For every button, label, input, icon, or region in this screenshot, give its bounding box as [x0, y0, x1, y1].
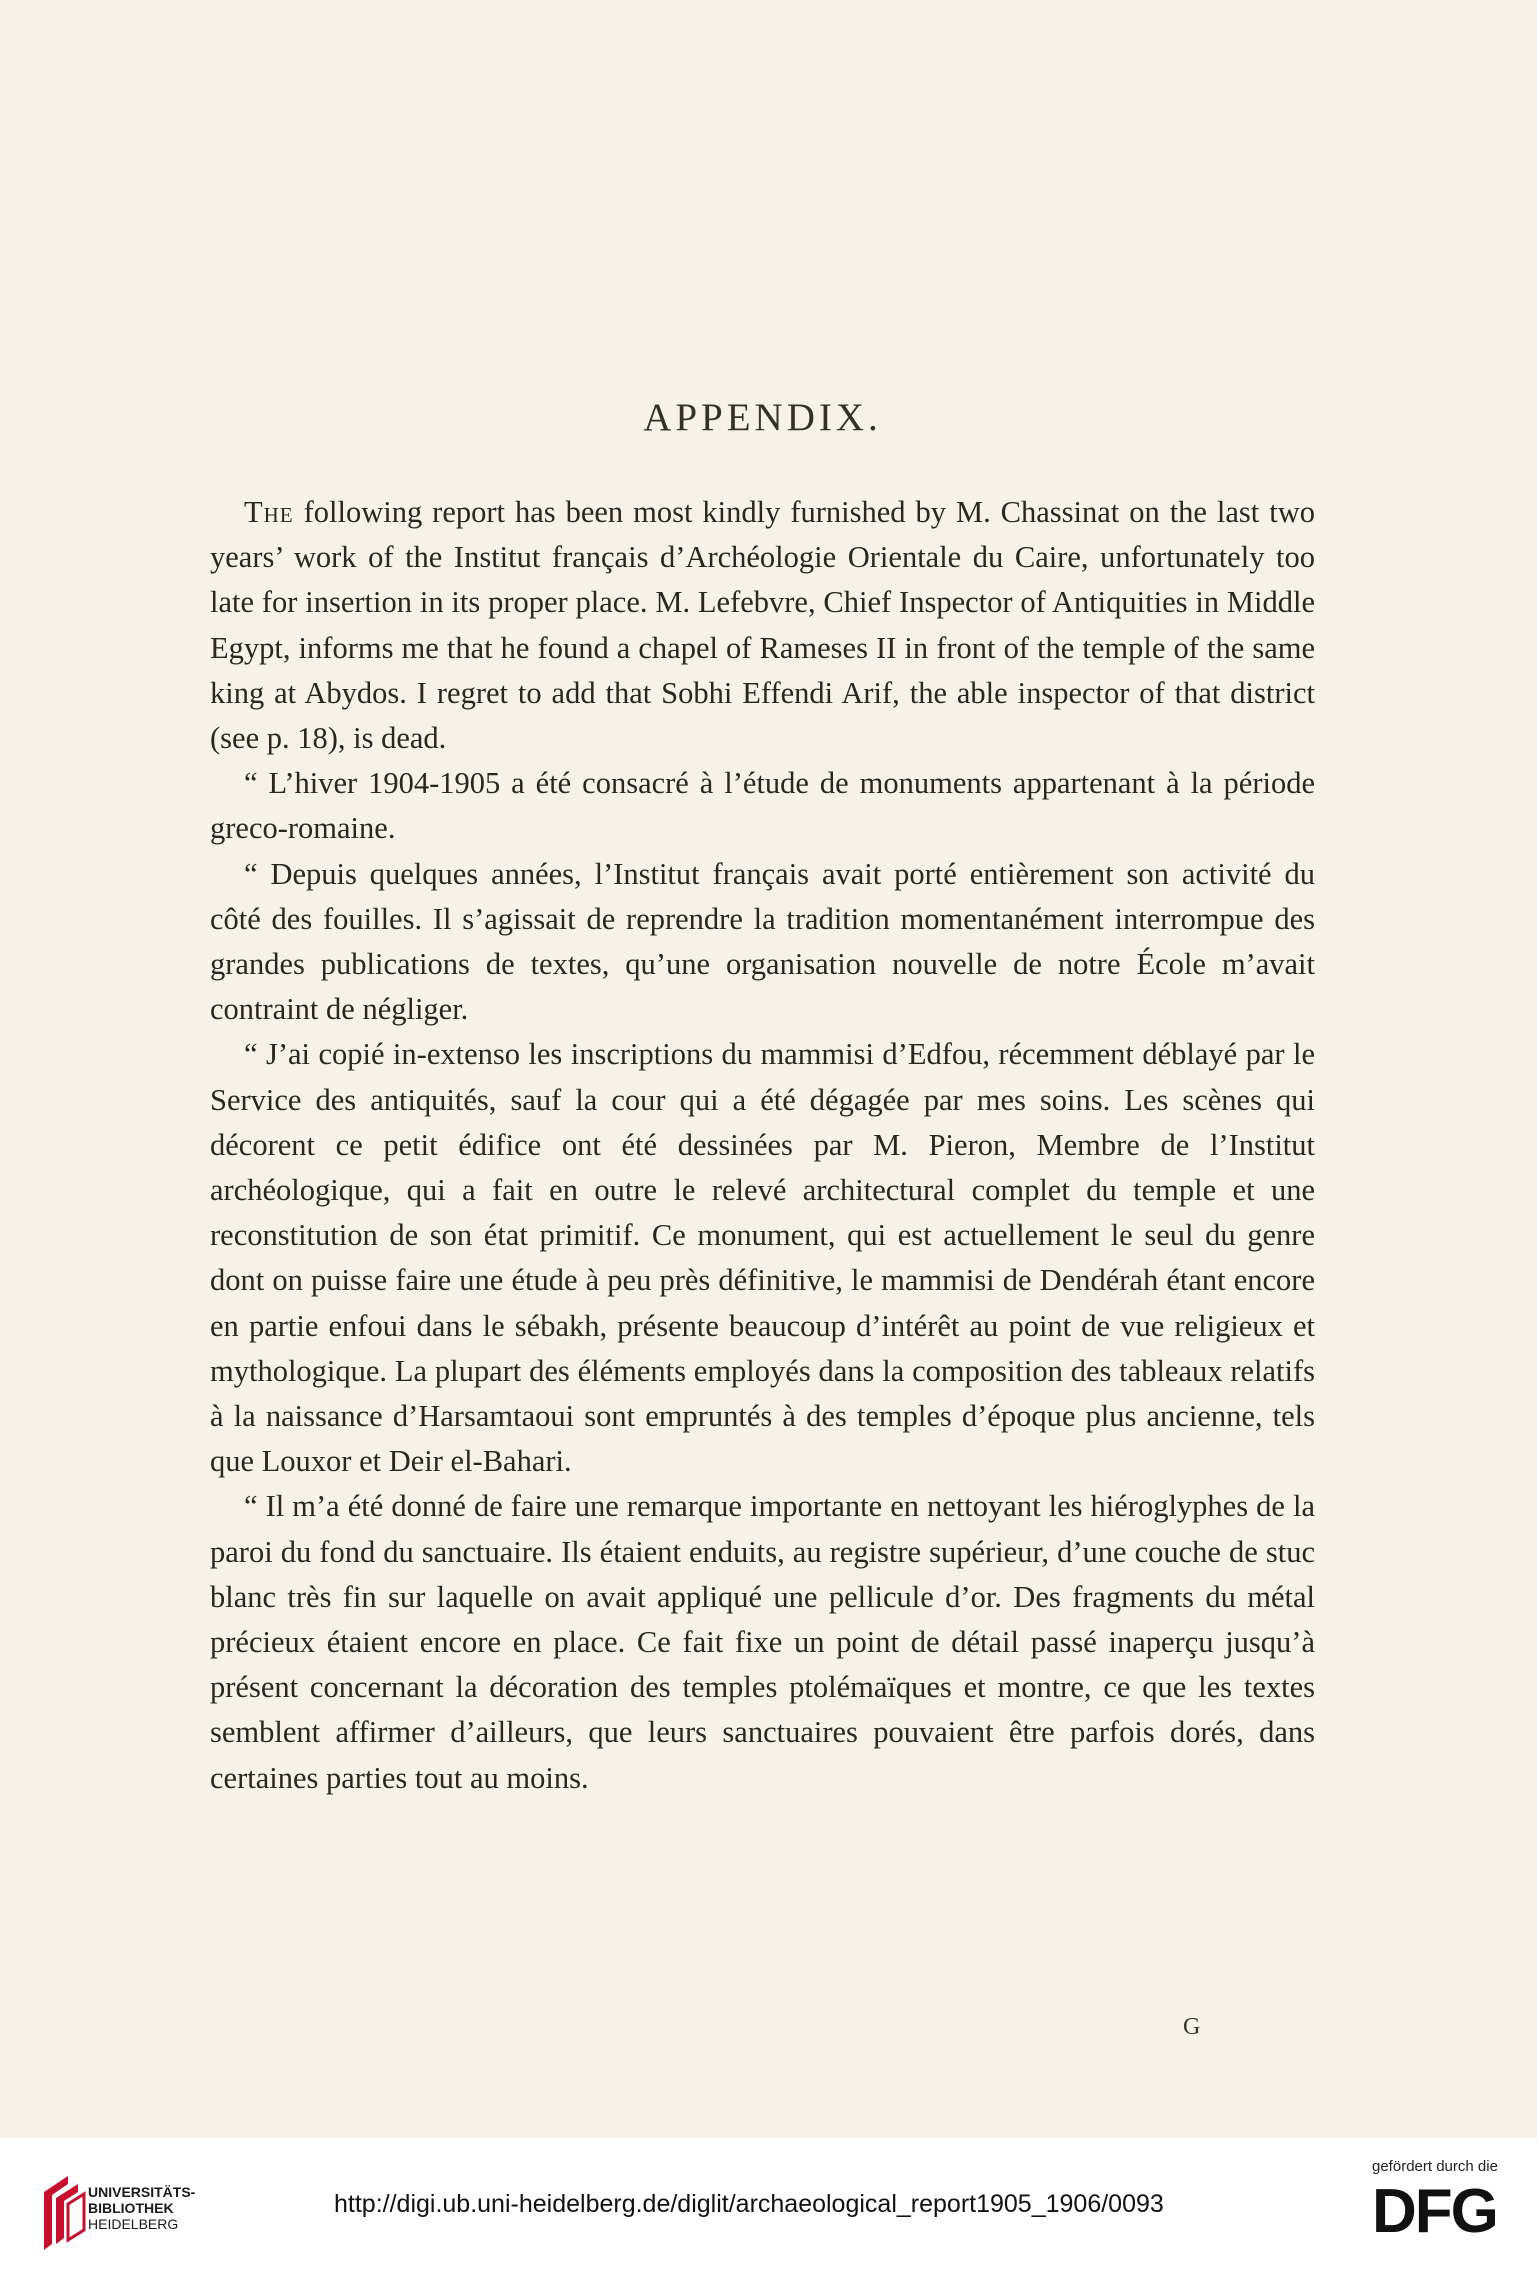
- footer-bar: [0, 2138, 1537, 2279]
- lead-word: The: [244, 495, 294, 529]
- library-name-line1: UNIVERSITÄTS-: [88, 2184, 196, 2200]
- funder-logo[interactable]: [1372, 2158, 1522, 2268]
- dfg-logo: DFG: [1372, 2177, 1497, 2246]
- page-title: APPENDIX.: [643, 396, 882, 439]
- signature-mark: G: [1183, 2014, 1201, 2040]
- paragraph-3: “ Depuis quelques années, l’Institut français avait porté entièrement son activité du côté des fouilles. Il s’agissait de reprendre la tradition momentanément interrompue des grandes publications de textes, qu’une organisation nouvelle de notre École m’avait contraint de négliger.: [210, 856, 1315, 1027]
- library-logo[interactable]: [38, 2172, 248, 2254]
- paragraph-1: [210, 490, 1315, 761]
- library-name-line3: HEIDELBERG: [88, 2216, 179, 2232]
- paragraph-5: “ Il m’a été donné de faire une remarque importante en nettoyant les hiéroglyphes de la paroi du fond du sanctuaire. Ils étaient enduits, au registre supérieur, d’une couche de stuc blanc très fin sur laquelle on avait appliqué une pellicule d’or. Des fragments du métal précieux étaient encore en place. Ce fait fixe un point de détail passé inaperçu jusqu’à présent concernant la décoration des temples ptolémaïques et montre, ce que les textes semblent affirmer d’ailleurs, que leurs sanctuaires pouvaient être parfois dorés, dans certaines parties tout au moins.: [210, 1489, 1315, 1795]
- library-name: [88, 2184, 195, 2232]
- paragraph-2: “ L’hiver 1904-1905 a été consacré à l’étude de monuments appartenant à la période greco-romaine.: [210, 766, 1315, 846]
- paragraph-4: “ J’ai copié in-extenso les inscriptions du mammisi d’Edfou, récemment déblayé par le Service des antiquités, sauf la cour qui a été dégagée par mes soins. Les scènes qui décorent ce petit édifice ont été dessinées par M. Pieron, Membre de l’Institut archéologique, qui a fait en outre le relevé architectural complet du temple et une reconstitution de son état primitif. Ce monument, qui est actuellement le seul du genre dont on puisse faire une étude à peu près définitive, le mammisi de Dendérah étant encore en partie enfoui dans le sébakh, présente beaucoup d’intérêt au point de vue religieux et mythologique. La plupart des éléments employés dans la composition des tableaux relatifs à la naissance d’Harsamtaoui sont empruntés à des temples d’époque plus ancienne, tels que Louxor et Deir el-Bahari.: [210, 1037, 1315, 1479]
- page-body: [210, 395, 1315, 1801]
- library-name-line2: BIBLIOTHEK: [88, 2200, 174, 2216]
- paragraph-1-text: following report has been most kindly furnished by M. Chassinat on the last two years’ work of the Institut français d’Archéologie Orientale du Caire, unfortunately too late for insertion in its proper place. M. Lefebvre, Chief Inspector of Antiquities in Middle Egypt, informs me that he found a chapel of Rameses II in front of the temple of the same king at Abydos. I regret to add that Sobhi Effendi Arif, the able inspector of that district (see p. 18), is dead.: [210, 495, 1315, 756]
- funder-caption: gefördert durch die: [1372, 2158, 1498, 2175]
- permalink-url[interactable]: http://digi.ub.uni-heidelberg.de/diglit/archaeological_report1905_1906/0093: [334, 2190, 1164, 2218]
